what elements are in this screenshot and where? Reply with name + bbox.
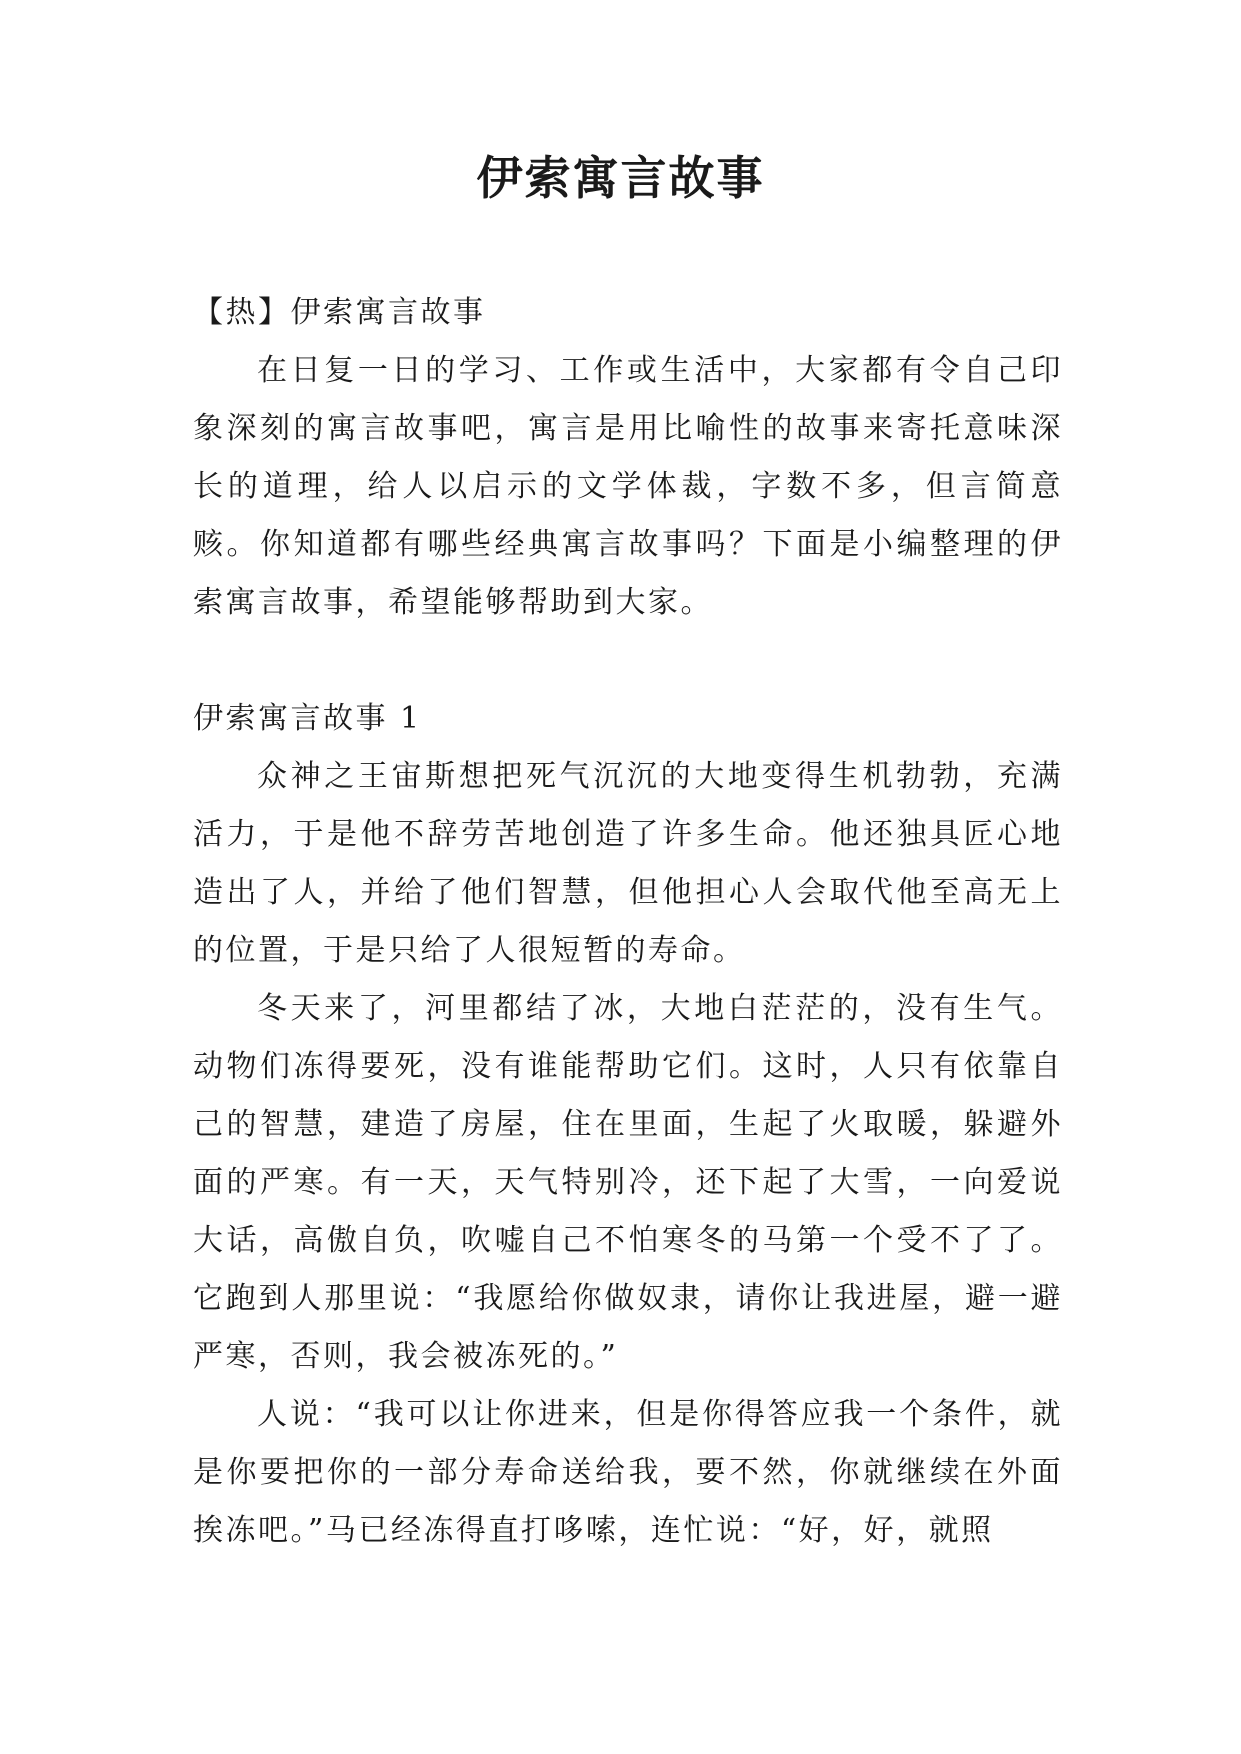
document-body: [193, 284, 1063, 1560]
intro-paragraph: 在日复一日的学习、工作或生活中，大家都有令自己印象深刻的寓言故事吧，寓言是用比喻性的故事来寄托意味深长的道理，给人以启示的文学体裁，字数不多，但言简意赅。你知道都有哪些经典寓言故事吗？下面是小编整理的伊索寓言故事，希望能够帮助到大家。: [193, 353, 1063, 620]
subheading: 【热】伊索寓言故事: [193, 295, 486, 330]
document-title: 伊索寓言故事: [476, 151, 765, 205]
story-heading: 伊索寓言故事 1: [193, 701, 422, 736]
story-paragraph: 人说：“我可以让你进来，但是你得答应我一个条件，就是你要把你的一部分寿命送给我，要不然，你就继续在外面挨冻吧。”马已经冻得直打哆嗦，连忙说：“好，好，就照: [193, 1397, 1063, 1548]
section-spacer: [193, 632, 1063, 690]
story-paragraph: 众神之王宙斯想把死气沉沉的大地变得生机勃勃，充满活力，于是他不辞劳苦地创造了许多生命。他还独具匠心地造出了人，并给了他们智慧，但他担心人会取代他至高无上的位置，于是只给了人很短暂的寿命。: [193, 759, 1063, 968]
story-paragraph: 冬天来了，河里都结了冰，大地白茫茫的，没有生气。动物们冻得要死，没有谁能帮助它们。这时，人只有依靠自己的智慧，建造了房屋，住在里面，生起了火取暖，躲避外面的严寒。有一天，天气特别冷，还下起了大雪，一向爱说大话，高傲自负，吹嘘自己不怕寒冬的马第一个受不了了。它跑到人那里说：“我愿给你做奴隶，请你让我进屋，避一避严寒，否则，我会被冻死的。”: [193, 991, 1063, 1374]
